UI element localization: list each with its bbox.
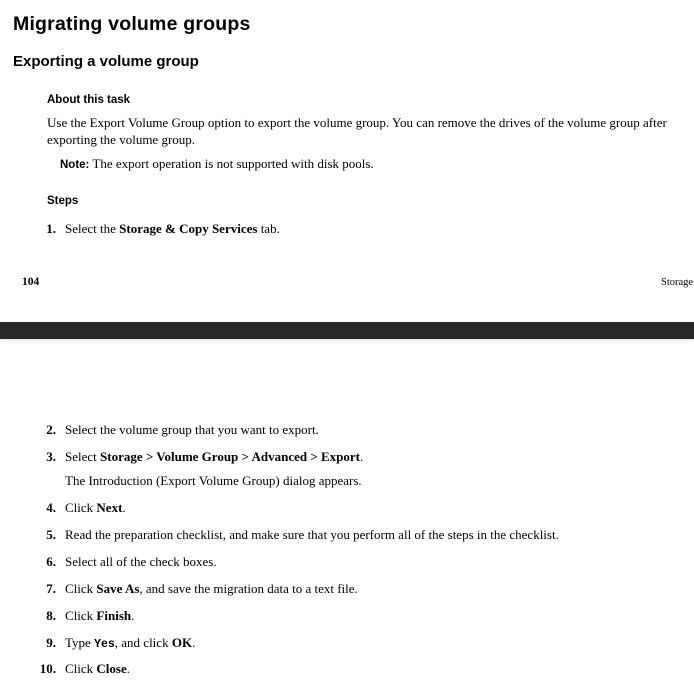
step-number: 10. [39, 661, 56, 676]
step-text: Select all of the check boxes. [65, 554, 217, 569]
step-text: Click Save As, and save the migration data to a text file. [65, 581, 358, 596]
note-label: Note: [60, 159, 90, 171]
note-text: The export operation is not supported with disk pools. [89, 156, 374, 171]
step-7 [30, 581, 358, 598]
step-number: 8. [46, 608, 56, 623]
step-number: 2. [46, 422, 56, 437]
step-text: Read the preparation checklist, and make sure that you perform all of the steps in the checklist. [65, 527, 559, 542]
about-paragraph: Use the Export Volume Group option to export the volume group. You can remove the drives of the volume group after exporting the volume group. [47, 115, 667, 147]
step-9 [30, 635, 195, 654]
about-this-task-heading: About this task [47, 94, 131, 106]
steps-heading: Steps [47, 195, 79, 207]
section-title: Exporting a volume group [13, 53, 199, 70]
step-10 [30, 661, 130, 678]
step-1 [30, 221, 280, 238]
step-text: Click Finish. [65, 608, 135, 623]
step-number: 4. [46, 500, 56, 515]
running-footer: Storage [661, 277, 694, 288]
step-8 [30, 608, 134, 625]
step-4 [30, 500, 126, 517]
step-text: Select the volume group that you want to export. [65, 422, 319, 437]
step-number: 5. [46, 527, 56, 542]
step-5 [30, 527, 559, 544]
step-number: 1. [46, 221, 56, 236]
step-3 [30, 449, 363, 466]
step-number: 9. [46, 635, 56, 650]
page-separator-bar [0, 322, 694, 340]
step-number: 3. [46, 449, 56, 464]
step-number: 6. [46, 554, 56, 569]
page-number: 104 [22, 276, 40, 288]
step-2 [30, 422, 319, 439]
step-text: Click Next. [65, 500, 126, 515]
page-title: Migrating volume groups [13, 13, 251, 35]
step-text: Click Close. [65, 661, 131, 676]
step-text: Type Yes, and click OK. [65, 635, 196, 651]
step-3-result-text: The Introduction (Export Volume Group) dialog appears. [65, 473, 362, 488]
step-text: Select the Storage & Copy Services tab. [65, 221, 280, 236]
step-number: 7. [46, 581, 56, 596]
step-text: Select Storage > Volume Group > Advanced > Export. [65, 449, 364, 464]
note-line [60, 156, 374, 172]
step-6 [30, 554, 217, 571]
